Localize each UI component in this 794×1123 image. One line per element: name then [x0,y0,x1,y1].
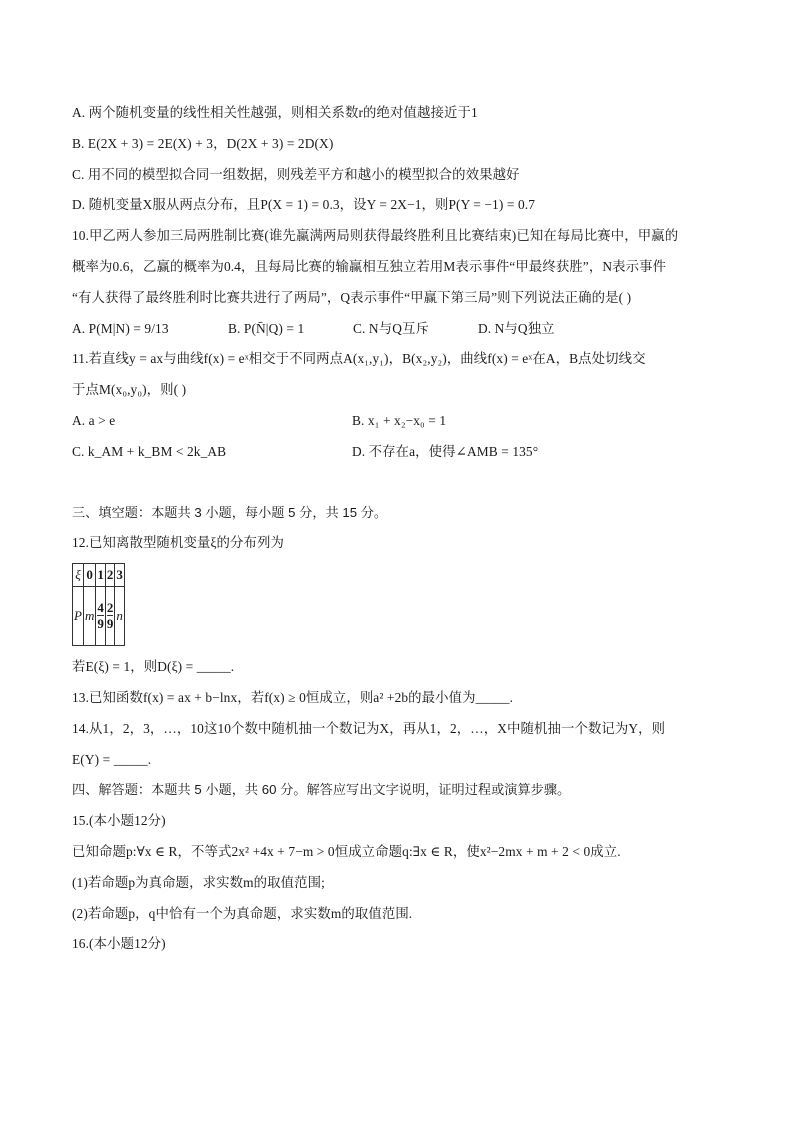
q9-option-d: D. 随机变量X服从两点分布，且P(X = 1) = 0.3，设Y = 2X−1，则P(Y = −1) = 0.7 [72,197,535,213]
q10-stem-line1: 10.甲乙两人参加三局两胜制比赛(谁先赢满两局则获得最终胜利且比赛结束)已知在每局比赛中，甲赢的 [72,228,679,244]
q11-options-row2 [72,437,722,468]
q9-option-a: A. 两个随机变量的线性相关性越强，则相关系数r的绝对值越接近于1 [72,105,478,120]
table-cell [105,587,115,646]
q12-distribution-table [72,563,125,646]
fraction-two-ninths [107,600,114,631]
fraction-numerator: 4 [97,600,104,616]
table-cell: 3 [115,564,125,587]
q11-option-d: D. 不存在a，使得∠AMB = 135° [352,443,539,459]
table-cell: P [73,587,84,646]
q10-option-b: B. P(N̄|Q) = 1 [228,320,305,336]
fraction-numerator: 2 [106,600,114,616]
q14-stem-line1: 14.从1，2，3，…，10这10个数中随机抽一个数记为X，再从1，2，…，X中随机抽一个数记为Y，则 [72,720,666,736]
q15-header: 15.(本小题12分) [72,813,166,829]
table-cell: m [83,587,95,646]
q10-stem-line3: “有人获得了最终胜利时比赛共进行了两局”，Q表示事件“甲赢下第三局”则下列说法正确的是( ) [72,289,632,305]
q11-option-c: C. k_AM + k_BM < 2k_AB [72,443,227,459]
q10-option-c: C. N与Q互斥 [353,320,429,336]
q15-stem: 已知命题p:∀x ∈ R，不等式2x² +4x + 7−m > 0恒成立命题q:∃x ∈ R，使x²−2mx + m + 2 < 0成立. [72,843,621,859]
q11-option-b: B. x₁ + x₂−x₀ = 1 [352,412,447,428]
q12-intro: 12.已知离散型随机变量ξ的分布列为 [72,535,284,551]
section-4-heading: 四、解答题：本题共 5 小题，共 60 分。解答应写出文字说明，证明过程或演算步骤。 [72,782,571,798]
q12-question: 若E(ξ) = 1，则D(ξ) = _____. [72,659,235,675]
table-cell: 2 [105,564,115,587]
table-cell [96,587,106,646]
q13-stem: 13.已知函数f(x) = ax + b−lnx，若f(x) ≥ 0恒成立，则a² +2b的最小值为_____. [72,689,514,705]
q11-option-a: A. a > e [72,412,116,428]
q14-stem-line2: E(Y) = _____. [72,751,152,767]
fraction-denominator: 9 [97,616,104,632]
q11-stem-line2: 于点M(x₀,y₀)，则( ) [72,382,187,398]
table-cell: 0 [83,564,95,587]
table-cell: n [115,587,125,646]
q10-stem-line2: 概率为0.6，乙赢的概率为0.4，且每局比赛的输赢相互独立若用M表示事件“甲最终获胜”，N表示事件 [72,258,667,274]
fraction-denominator: 9 [106,616,114,632]
q15-part1: (1)若命题p为真命题，求实数m的取值范围; [72,874,325,890]
q11-stem-line1: 11.若直线y = ax与曲线f(x) = eˣ相交于不同两点A(x₁,y₁)，B(x₂,y₂)，曲线f(x) = eˣ在A，B点处切线交 [72,351,646,367]
section-3-heading: 三、填空题：本题共 3 小题，每小题 5 分，共 15 分。 [72,504,388,520]
q9-option-c: C. 用不同的模型拟合同一组数据，则残差平方和越小的模型拟合的效果越好 [72,166,520,182]
q11-options-row1 [72,406,722,437]
q15-part2: (2)若命题p，q中恰有一个为真命题，求实数m的取值范围. [72,905,413,921]
exam-page [72,98,722,960]
table-header-row [73,564,125,587]
q10-option-a: A. P(M|N) = 9/13 [72,320,169,336]
q9-option-b: B. E(2X + 3) = 2E(X) + 3，D(2X + 3) = 2D(X) [72,135,334,151]
q16-header: 16.(本小题12分) [72,936,166,952]
q10-option-d: D. N与Q独立 [478,320,555,336]
table-cell: ξ [73,564,84,587]
table-cell: 1 [96,564,106,587]
fraction-four-ninths [97,600,104,631]
table-row [73,587,125,646]
q10-options [72,314,722,345]
